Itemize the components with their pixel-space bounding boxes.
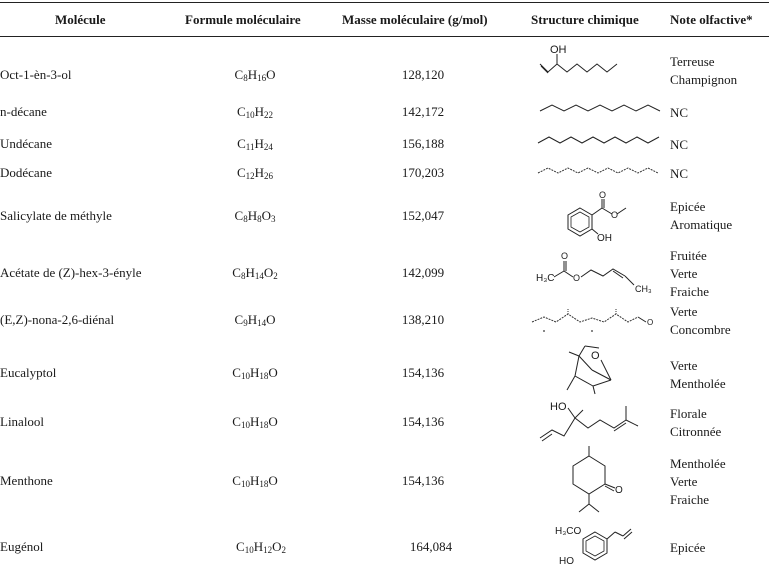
table-top-rule — [0, 2, 769, 3]
formula-subscript: 14 — [254, 271, 264, 281]
molecule-name: Linalool — [0, 414, 45, 429]
molecule-name: Menthone — [0, 473, 53, 488]
molecular-formula: $C_{10}H_{18}O$ — [232, 473, 278, 489]
olfactive-note — [670, 247, 709, 301]
note-line: Verte — [670, 304, 698, 319]
molecular-mass: 142,172 — [401, 104, 445, 119]
molecular-formula: $C_8H_{14}O_2$ — [232, 265, 278, 281]
olfactive-note — [670, 104, 688, 122]
formula-subscript: 3 — [270, 214, 276, 224]
formula-subscript: 18 — [259, 479, 269, 489]
formula-subscript: 8 — [243, 214, 248, 224]
formula-subscript: 10 — [244, 545, 254, 555]
molecular-mass: 170,203 — [401, 165, 445, 180]
structure-acetate-de-hexenyle — [536, 247, 666, 299]
note-line: Aromatique — [670, 217, 733, 232]
formula-subscript: 22 — [264, 110, 274, 120]
formula-subscript: 12 — [245, 171, 255, 181]
structure-label: H₃CO — [555, 526, 582, 537]
header-formula: Formule moléculaire — [185, 12, 301, 27]
structure-label: O — [591, 350, 600, 362]
molecular-mass: 152,047 — [401, 208, 445, 223]
structure-dodecane — [536, 164, 666, 178]
molecular-mass: 156,188 — [401, 136, 445, 151]
note-line: Terreuse — [670, 54, 715, 69]
structure-menthone — [555, 444, 635, 518]
structure-undecane — [536, 133, 666, 149]
molecule-name: Undécane — [0, 136, 52, 151]
note-line: NC — [670, 105, 689, 120]
molecular-mass: 154,136 — [401, 414, 445, 429]
formula-subscript: 2 — [273, 271, 278, 281]
note-line: Verte — [670, 358, 698, 373]
header-molecule: Molécule — [55, 12, 106, 27]
note-line: Citronnée — [670, 424, 722, 439]
formula-subscript: 26 — [264, 171, 274, 181]
formula-subscript: 10 — [240, 479, 250, 489]
molecule-name: n-décane — [0, 104, 47, 119]
formula-subscript: 10 — [240, 371, 250, 381]
structure-label: CH₃ — [635, 284, 652, 294]
structure-label: OH — [550, 44, 567, 56]
formula-subscript: 2 — [281, 545, 286, 555]
note-line: Fraiche — [670, 284, 709, 299]
note-line: NC — [670, 137, 689, 152]
molecular-formula: $C_{10}H_{18}O$ — [232, 414, 278, 430]
molecule-name: (E,Z)-nona-2,6-diénal — [0, 312, 115, 327]
formula-subscript: 12 — [263, 545, 273, 555]
structure-label: H₃C — [536, 273, 555, 284]
note-line: Concombre — [670, 322, 731, 337]
table-header-rule — [0, 36, 769, 37]
structure-salicylate-de-methyle — [560, 190, 640, 246]
structure-label: O — [647, 318, 654, 327]
formula-subscript: 9 — [243, 318, 248, 328]
molecular-formula: $C_{12}H_{26}$ — [236, 165, 274, 181]
structure-label: OH — [597, 233, 612, 244]
molecule-name: Oct-1-èn-3-ol — [0, 67, 72, 82]
olfactive-note — [670, 53, 737, 89]
molecular-formula: $C_{10}H_{18}O$ — [232, 365, 278, 381]
formula-subscript: 10 — [245, 110, 255, 120]
formula-subscript: 16 — [257, 73, 267, 83]
molecular-formula: $C_{10}H_{22}$ — [236, 104, 274, 120]
structure-label: O — [561, 251, 569, 261]
structure-linalool — [538, 398, 658, 444]
molecular-mass: 154,136 — [401, 365, 445, 380]
note-line: Florale — [670, 406, 707, 421]
structure-label: O — [573, 273, 581, 283]
molecular-mass: 142,099 — [401, 265, 445, 280]
olfactive-note — [670, 303, 731, 339]
olfactive-note — [670, 455, 726, 509]
molecule-name: Salicylate de méthyle — [0, 208, 112, 223]
note-line: Epicée — [670, 199, 706, 214]
olfactive-note — [670, 165, 688, 183]
molecule-name: Eucalyptol — [0, 365, 57, 380]
structure-eugenol — [555, 520, 655, 570]
header-mass: Masse moléculaire (g/mol) — [342, 12, 488, 27]
formula-subscript: 18 — [259, 371, 269, 381]
molecular-formula: $C_9H_{14}O$ — [234, 312, 276, 328]
olfactive-note — [670, 357, 726, 393]
structure-n-decane — [538, 101, 668, 117]
formula-subscript: 18 — [259, 420, 269, 430]
molecular-formula: $C_8H_{16}O$ — [234, 67, 276, 83]
formula-subscript: 10 — [240, 420, 250, 430]
note-line: Epicée — [670, 540, 706, 555]
structure-label: HO — [559, 556, 574, 567]
molecular-mass: 164,084 — [409, 539, 453, 554]
molecular-formula: $C_8H_8O_3$ — [234, 208, 276, 224]
formula-subscript: 24 — [263, 142, 273, 152]
molecular-mass: 138,210 — [401, 312, 445, 327]
structure-nonadienal — [528, 300, 668, 340]
structure-eucalyptol — [565, 342, 625, 398]
formula-subscript: 14 — [257, 318, 267, 328]
structure-oct-1-en-3-ol — [538, 42, 638, 87]
formula-subscript: 11 — [245, 142, 255, 152]
olfactive-note — [670, 198, 732, 234]
note-line: Mentholée — [670, 456, 726, 471]
note-line: Verte — [670, 474, 698, 489]
formula-subscript: 8 — [240, 271, 246, 281]
note-line: Mentholée — [670, 376, 726, 391]
note-line: Champignon — [670, 72, 738, 87]
structure-label: HO — [550, 401, 567, 413]
note-line: NC — [670, 166, 689, 181]
molecule-name: Acétate de (Z)-hex-3-ényle — [0, 265, 142, 280]
note-line: Verte — [670, 266, 698, 281]
structure-label: O — [615, 485, 623, 496]
molecule-name: Eugénol — [0, 539, 44, 554]
olfactive-note — [670, 539, 705, 557]
note-line: Fruitée — [670, 248, 707, 263]
molecule-name: Dodécane — [0, 165, 52, 180]
header-structure: Structure chimique — [531, 12, 639, 27]
formula-subscript: 8 — [243, 73, 248, 83]
molecular-mass: 128,120 — [401, 67, 445, 82]
note-line: Fraiche — [670, 492, 709, 507]
molecular-formula: $C_{10}H_{12}O_2$ — [236, 539, 286, 555]
molecular-formula: $C_{11}H_{24}$ — [237, 136, 273, 152]
structure-label: O — [611, 210, 619, 220]
structure-label: O — [599, 190, 607, 200]
olfactive-note — [670, 405, 721, 441]
olfactive-note — [670, 136, 688, 154]
molecular-mass: 154,136 — [401, 473, 445, 488]
formula-subscript: 8 — [257, 214, 262, 224]
header-note: Note olfactive* — [670, 12, 753, 27]
